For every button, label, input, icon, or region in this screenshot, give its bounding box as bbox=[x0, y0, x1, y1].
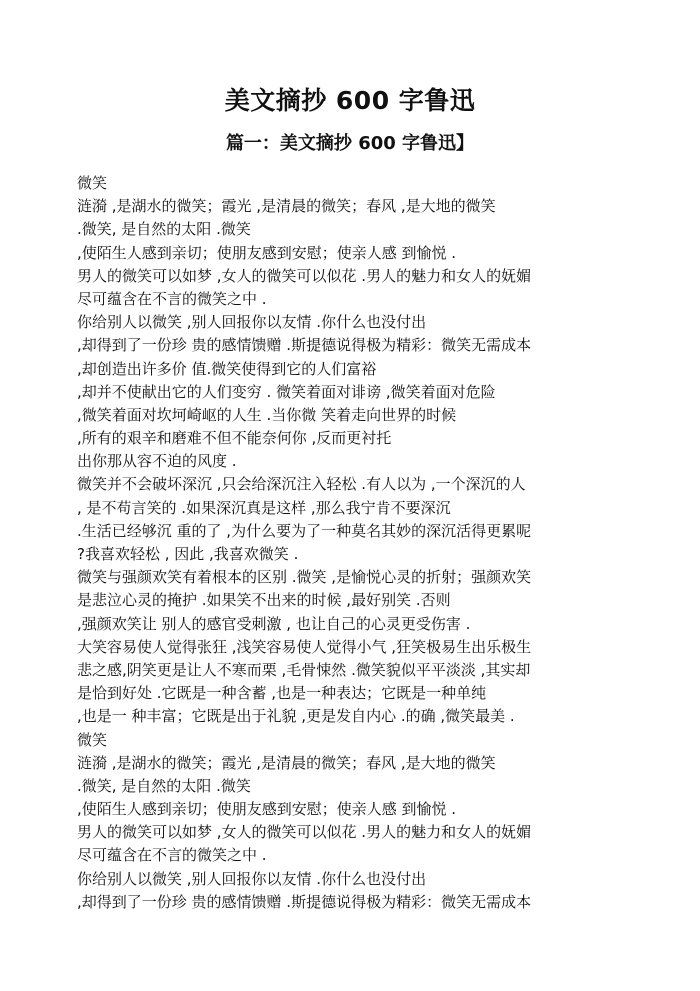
text-line: 大笑容易使人觉得张狂 ,浅笑容易使人觉得小气 ,狂笑极易生出乐极生 bbox=[77, 637, 532, 656]
text-line: 你给别人以微笑 ,别人回报你以友情 .你什么也没付出 bbox=[77, 313, 427, 332]
text-line: ,所有的艰辛和磨难不但不能奈何你 ,反而更衬托 bbox=[77, 429, 392, 448]
text-line: ,却得到了一份珍 贵的感情馈赠 .斯提德说得极为精彩：微笑无需成本 bbox=[77, 336, 532, 355]
text-line: 男人的微笑可以如梦 ,女人的微笑可以似花 .男人的魅力和女人的妩媚 bbox=[77, 823, 532, 842]
text-line: 涟漪 ,是湖水的微笑；霞光 ,是清晨的微笑；春风 ,是大地的微笑 bbox=[77, 197, 496, 216]
text-line: 出你那从容不迫的风度 . bbox=[77, 452, 237, 471]
text-line: 男人的微笑可以如梦 ,女人的微笑可以似花 .男人的魅力和女人的妩媚 bbox=[77, 266, 532, 285]
text-line: 悲之感,阴笑更是让人不寒而栗 ,毛骨悚然 .微笑貌似平平淡淡 ,其实却 bbox=[77, 660, 531, 679]
text-line: ,却得到了一份珍 贵的感情馈赠 .斯提德说得极为精彩：微笑无需成本 bbox=[77, 892, 532, 911]
document-subtitle: 篇一：美文摘抄 600 字鲁迅】 bbox=[225, 133, 475, 154]
text-line: .微笑, 是自然的太阳 .微笑 bbox=[77, 776, 251, 795]
text-line: 微笑并不会破坏深沉 ,只会给深沉注入轻松 .有人以为 ,一个深沉的人 bbox=[77, 475, 526, 494]
text-line: ,微笑着面对坎坷崎岖的人生 .当你微 笑着走向世界的时候 bbox=[77, 405, 457, 424]
text-line: .生活已经够沉 重的了 ,为什么要为了一种莫名其妙的深沉活得更累呢 bbox=[77, 521, 532, 540]
text-line: ,也是一 种丰富；它既是出于礼貌 ,更是发自内心 .的确 ,微笑最美 . bbox=[77, 707, 515, 726]
text-line: 是恰到好处 .它既是一种含蓄 ,也是一种表达；它既是一种单纯 bbox=[77, 684, 487, 703]
text-line: ,却并不使献出它的人们变穷 . 微笑着面对诽谤 ,微笑着面对危险 bbox=[77, 382, 496, 401]
text-line: 尽可蕴含在不言的微笑之中 . bbox=[77, 289, 267, 308]
text-line: , 是不苟言笑的 .如果深沉真是这样 ,那么我宁肯不要深沉 bbox=[77, 498, 451, 517]
text-line: ,强颜欢笑让 别人的感官受刺激 , 也让自己的心灵更受伤害 . bbox=[77, 614, 471, 633]
text-line: ,使陌生人感到亲切；使朋友感到安慰；使亲人感 到愉悦 . bbox=[77, 243, 457, 262]
text-line: 你给别人以微笑 ,别人回报你以友情 .你什么也没付出 bbox=[77, 869, 427, 888]
document-title: 美文摘抄 600 字鲁迅 bbox=[224, 86, 476, 115]
text-line: 尽可蕴含在不言的微笑之中 . bbox=[77, 846, 267, 865]
text-line: ,使陌生人感到亲切；使朋友感到安慰；使亲人感 到愉悦 . bbox=[77, 800, 457, 819]
text-line: 涟漪 ,是湖水的微笑；霞光 ,是清晨的微笑；春风 ,是大地的微笑 bbox=[77, 753, 496, 772]
text-line: 微笑 bbox=[77, 174, 108, 192]
text-line: 是悲泣心灵的掩护 .如果笑不出来的时候 ,最好别笑 .否则 bbox=[77, 591, 451, 610]
text-line: .微笑, 是自然的太阳 .微笑 bbox=[77, 220, 251, 239]
text-line: ?我喜欢轻松 , 因此 ,我喜欢微笑 . bbox=[77, 545, 299, 563]
document-body bbox=[77, 172, 622, 914]
text-line: ,却创造出许多价 值.微笑使得到它的人们富裕 bbox=[77, 359, 377, 378]
text-line: 微笑与强颜欢笑有着根本的区别 .微笑 ,是愉悦心灵的折射；强颜欢笑 bbox=[77, 568, 532, 587]
text-line: 微笑 bbox=[77, 730, 108, 749]
